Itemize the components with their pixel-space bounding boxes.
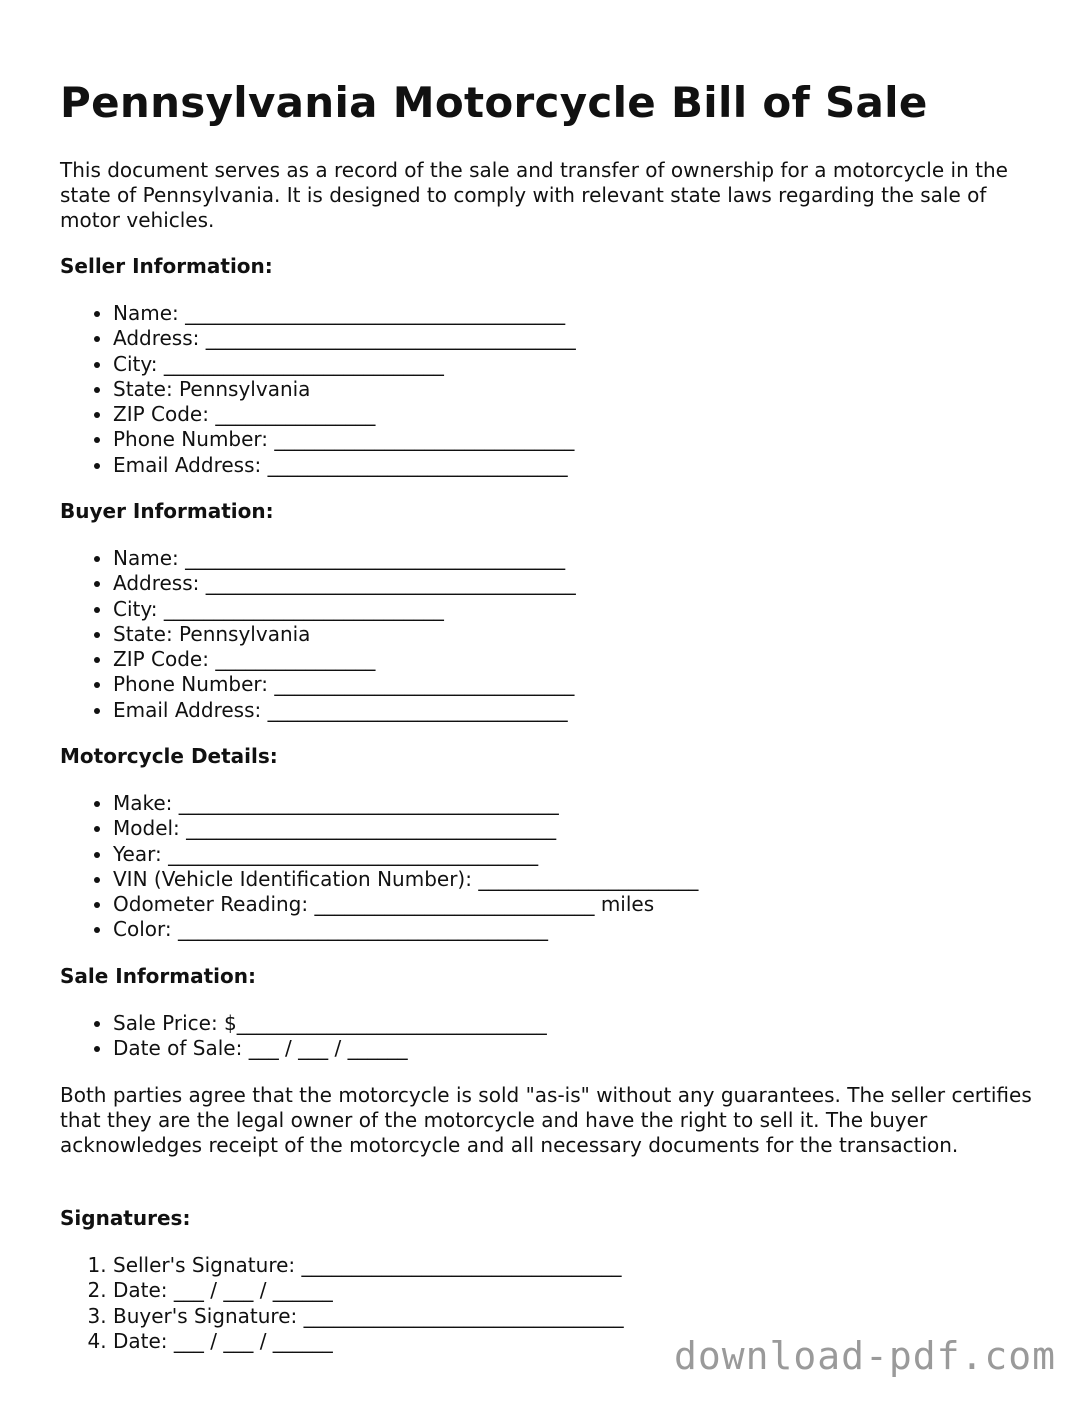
buyer-phone-field: • Phone Number: ______________________________ [113, 672, 576, 697]
seller-address-field: • Address: _____________________________________ [113, 326, 576, 351]
motorcycle-vin-field: • VIN (Vehicle Identification Number): ______________________ [113, 867, 698, 892]
watermark: download-pdf.com [673, 1334, 1056, 1378]
motorcycle-heading: Motorcycle Details: [60, 744, 278, 768]
seller-zip-field: • ZIP Code: ________________ [113, 402, 576, 427]
intro-paragraph: This document serves as a record of the sale and transfer of ownership for a motorcycle in the state of Pennsylvania. It is designed to comply with relevant state laws regarding the sale of motor vehicles. [60, 158, 1008, 232]
seller-list [60, 301, 576, 478]
buyer-address-field: • Address: _____________________________________ [113, 571, 576, 596]
sale-date-field: • Date of Sale: ___ / ___ / ______ [113, 1036, 547, 1061]
seller-signature-date-field: 2. Date: ___ / ___ / ______ [113, 1278, 624, 1303]
buyer-city-field: • City: ____________________________ [113, 597, 576, 622]
buyer-heading: Buyer Information: [60, 499, 274, 523]
sale-heading: Sale Information: [60, 964, 256, 988]
buyer-signature-date-field: 4. Date: ___ / ___ / ______ [113, 1329, 624, 1354]
agreement-paragraph: Both parties agree that the motorcycle is sold "as-is" without any guarantees. The seller certifies that they are the legal owner of the motorcycle and have the right to sell it. The buyer acknowledges receipt of the motorcycle and all necessary documents for the transaction. [60, 1083, 1032, 1157]
sale-list [60, 1011, 547, 1062]
motorcycle-year-field: • Year: _____________________________________ [113, 842, 698, 867]
sale-price-field: • Sale Price: $_______________________________ [113, 1011, 547, 1036]
signatures-list [60, 1253, 624, 1354]
motorcycle-color-field: • Color: _____________________________________ [113, 917, 698, 942]
motorcycle-list [60, 791, 698, 943]
motorcycle-model-field: • Model: _____________________________________ [113, 816, 698, 841]
buyer-name-field: • Name: ______________________________________ [113, 546, 576, 571]
buyer-state-field: • State: Pennsylvania [113, 622, 576, 647]
seller-name-field: • Name: ______________________________________ [113, 301, 576, 326]
buyer-zip-field: • ZIP Code: ________________ [113, 647, 576, 672]
motorcycle-make-field: • Make: ______________________________________ [113, 791, 698, 816]
page-title: Pennsylvania Motorcycle Bill of Sale [60, 78, 928, 127]
seller-phone-field: • Phone Number: ______________________________ [113, 427, 576, 452]
seller-signature-field: 1. Seller's Signature: ________________________________ [113, 1253, 624, 1278]
motorcycle-odometer-field: • Odometer Reading: ____________________________ miles [113, 892, 698, 917]
buyer-email-field: • Email Address: ______________________________ [113, 698, 576, 723]
seller-city-field: • City: ____________________________ [113, 352, 576, 377]
seller-email-field: • Email Address: ______________________________ [113, 453, 576, 478]
seller-state-field: • State: Pennsylvania [113, 377, 576, 402]
signatures-heading: Signatures: [60, 1206, 191, 1230]
buyer-list [60, 546, 576, 723]
seller-heading: Seller Information: [60, 254, 273, 278]
buyer-signature-field: 3. Buyer's Signature: ________________________________ [113, 1304, 624, 1329]
